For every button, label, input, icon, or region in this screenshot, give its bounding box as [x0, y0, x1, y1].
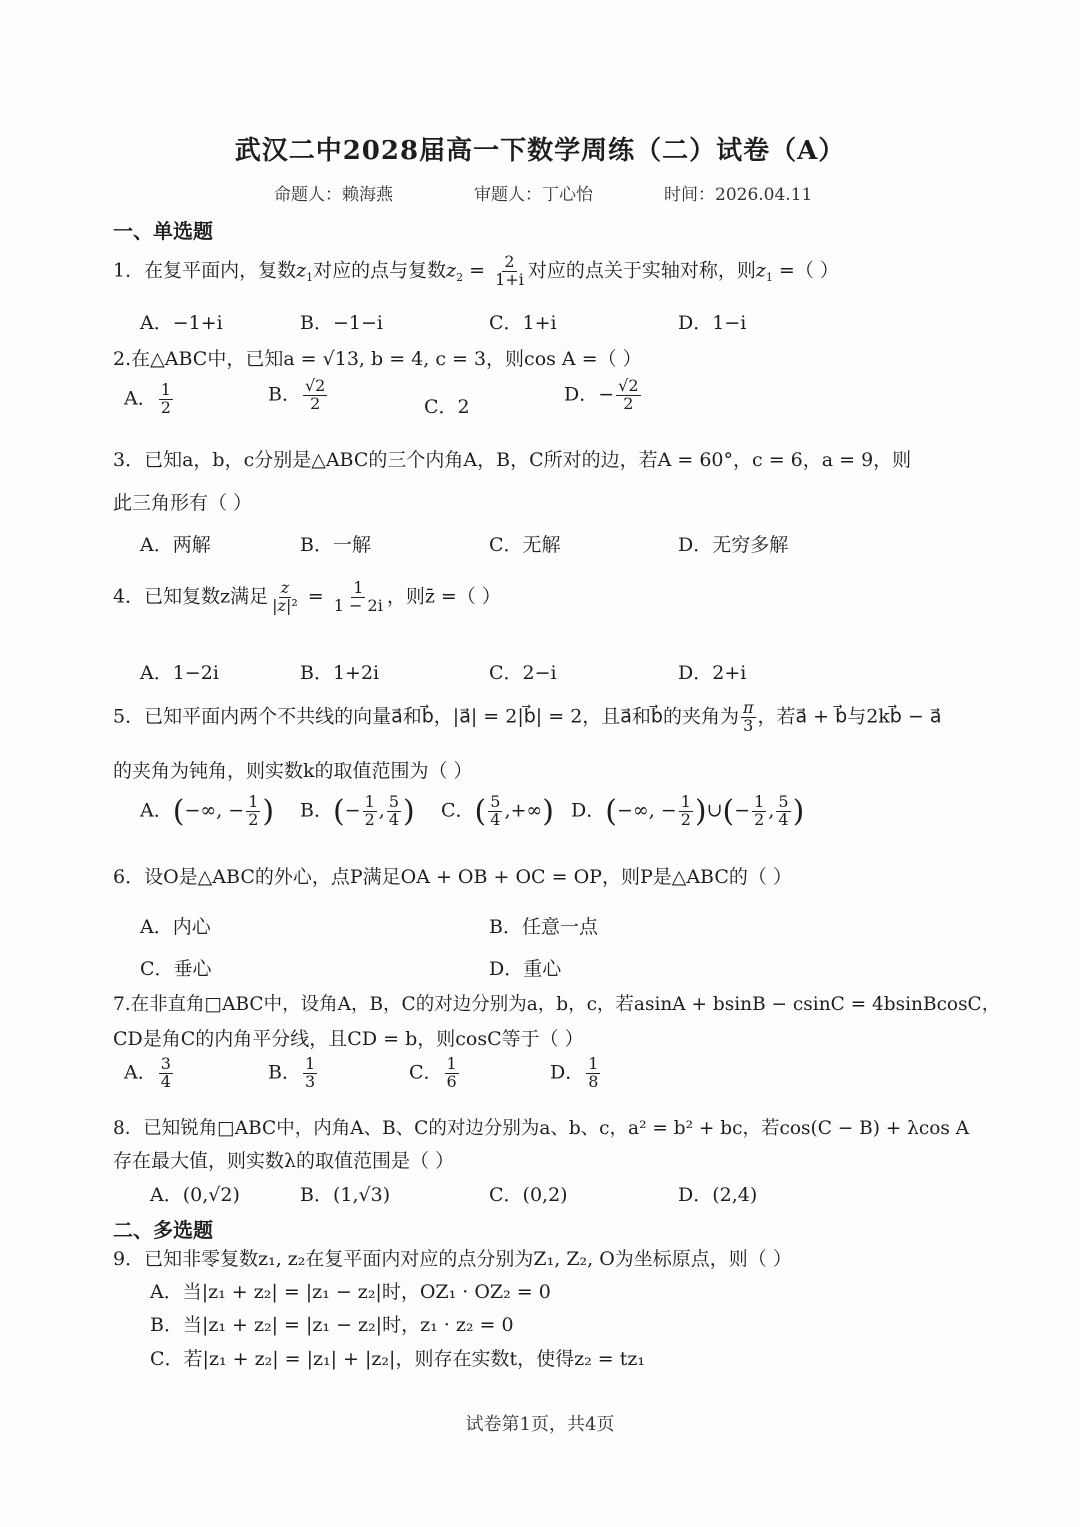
q3-option-d[interactable]: D．无穷多解 — [678, 534, 789, 556]
date-label: 时间：2026.04.11 — [664, 185, 813, 205]
q2-option-b[interactable]: B． $\frac{√2}{2}$ — [268, 376, 326, 413]
q7-option-b[interactable]: B． $\frac{1}{3}$ — [268, 1054, 316, 1091]
q5-option-d[interactable]: D．(−∞, − $\frac{1}{2}$ )∪(− $\frac{1}{2}$ , $\frac{5}{4}$ ) — [571, 792, 805, 829]
question-3-line1: 3．已知a，b，c分别是△ABC的三个内角A，B，C所对的边，若A = 60°，c = 6，a = 9，则 — [113, 449, 912, 471]
q6-option-d[interactable]: D．重心 — [489, 958, 562, 980]
q5-option-a[interactable]: A．(−∞, − $\frac{1}{2}$ ) — [140, 792, 275, 829]
q7-option-a[interactable]: A． $\frac{3}{4}$ — [124, 1054, 171, 1091]
question-5-line2: 的夹角为钝角，则实数k的取值范围为（ ） — [113, 760, 473, 782]
question-3-line2: 此三角形有（ ） — [113, 492, 253, 514]
q2-option-c[interactable]: C．2 — [424, 396, 470, 418]
q9-option-c[interactable]: C．若|z₁ + z₂| = |z₁| + |z₂|，则存在实数t，使得z₂ = tz₁ — [150, 1348, 645, 1370]
q6-option-b[interactable]: B．任意一点 — [489, 916, 598, 938]
question-9: 9．已知非零复数z₁, z₂在复平面内对应的点分别为Z₁, Z₂, O为坐标原点，则（ ） — [113, 1248, 792, 1270]
q8-option-b[interactable]: B．(1,√3) — [300, 1184, 391, 1206]
q2-option-d[interactable]: D．− $\frac{√2}{2}$ — [564, 376, 639, 413]
q9-option-a[interactable]: A．当|z₁ + z₂| = |z₁ − z₂|时，OZ₁ · OZ₂ = 0 — [150, 1281, 551, 1303]
q8-option-d[interactable]: D．(2,4) — [678, 1184, 758, 1206]
q7-option-d[interactable]: D． $\frac{1}{8}$ — [550, 1054, 599, 1091]
q4-option-c[interactable]: C．2−i — [489, 662, 557, 684]
q1-option-c[interactable]: C．1+i — [489, 312, 557, 334]
q9-option-b[interactable]: B．当|z₁ + z₂| = |z₁ − z₂|时，z₁ · z₂ = 0 — [150, 1314, 514, 1336]
q6-option-a[interactable]: A．内心 — [140, 916, 211, 938]
q3-option-b[interactable]: B．一解 — [300, 534, 371, 556]
q3-option-c[interactable]: C．无解 — [489, 534, 561, 556]
q4-option-a[interactable]: A．1−2i — [140, 662, 219, 684]
question-8-line1: 8．已知锐角□ABC中，内角A、B、C的对边分别为a、b、c，a² = b² + bc，若cos(C − B) + λcos A — [113, 1118, 970, 1139]
exam-title: 武汉二中2028届高一下数学周练（二）试卷（A） — [234, 136, 846, 166]
page-footer: 试卷第1页，共4页 — [465, 1414, 615, 1435]
question-2: 2.在△ABC中，已知a = √13, b = 4, c = 3，则cos A =（ ） — [113, 348, 642, 370]
q3-option-a[interactable]: A．两解 — [140, 534, 211, 556]
question-7-line2: CD是角C的内角平分线，且CD = b，则cosC等于（ ） — [113, 1028, 584, 1050]
q8-option-a[interactable]: A．(0,√2) — [150, 1184, 240, 1206]
question-1: 1．在复平面内，复数$z_1$对应的点与复数$z_2$ = $\frac{2}{1+i}$ 对应的点关于实轴对称，则$z_1$ =（ ） — [113, 252, 839, 289]
question-8-line2: 存在最大值，则实数λ的取值范围是（ ） — [113, 1150, 455, 1172]
q1-option-b[interactable]: B．−1−i — [300, 312, 383, 334]
question-6: 6．设O是△ABC的外心，点P满足OA + OB + OC = OP，则P是△ABC的（ ） — [113, 866, 792, 888]
q4-option-d[interactable]: D．2+i — [678, 662, 747, 684]
q1-option-d[interactable]: D．1−i — [678, 312, 747, 334]
section-multiple-choice: 二、多选题 — [113, 1218, 213, 1242]
question-4: 4．已知复数z满足 $\frac{z}{\text{|z|²}}$ = $\frac{1}{1 - 2i}$ ，则z̄ =（ ） — [113, 578, 501, 615]
q8-option-c[interactable]: C．(0,2) — [489, 1184, 568, 1206]
section-single-choice: 一、单选题 — [113, 219, 213, 243]
q7-option-c[interactable]: C． $\frac{1}{6}$ — [409, 1054, 457, 1091]
reviewer-label: 审题人：丁心怡 — [474, 185, 593, 205]
q2-option-a[interactable]: A． $\frac{1}{2}$ — [124, 380, 171, 417]
question-7-line1: 7.在非直角□ABC中，设角A，B，C的对边分别为a，b，c，若asinA + bsinB − csinC = 4bsinBcosC， — [113, 994, 1001, 1015]
author-label: 命题人：赖海燕 — [274, 185, 393, 205]
q4-option-b[interactable]: B．1+2i — [300, 662, 380, 684]
q6-option-c[interactable]: C．垂心 — [140, 958, 212, 980]
question-5-line1: 5．已知平面内两个不共线的向量a⃗和b⃗，|a⃗| = 2|b⃗| = 2，且a⃗和b⃗的夹角为 $\frac{\pi}{3}$ ，若a⃗ + b⃗与2kb⃗ − a⃗ — [113, 698, 942, 735]
q5-option-b[interactable]: B．(− $\frac{1}{2}$ , $\frac{5}{4}$ ) — [300, 792, 415, 829]
q1-option-a[interactable]: A．−1+i — [140, 312, 223, 334]
q5-option-c[interactable]: C．( $\frac{5}{4}$ ,+∞) — [441, 792, 554, 829]
